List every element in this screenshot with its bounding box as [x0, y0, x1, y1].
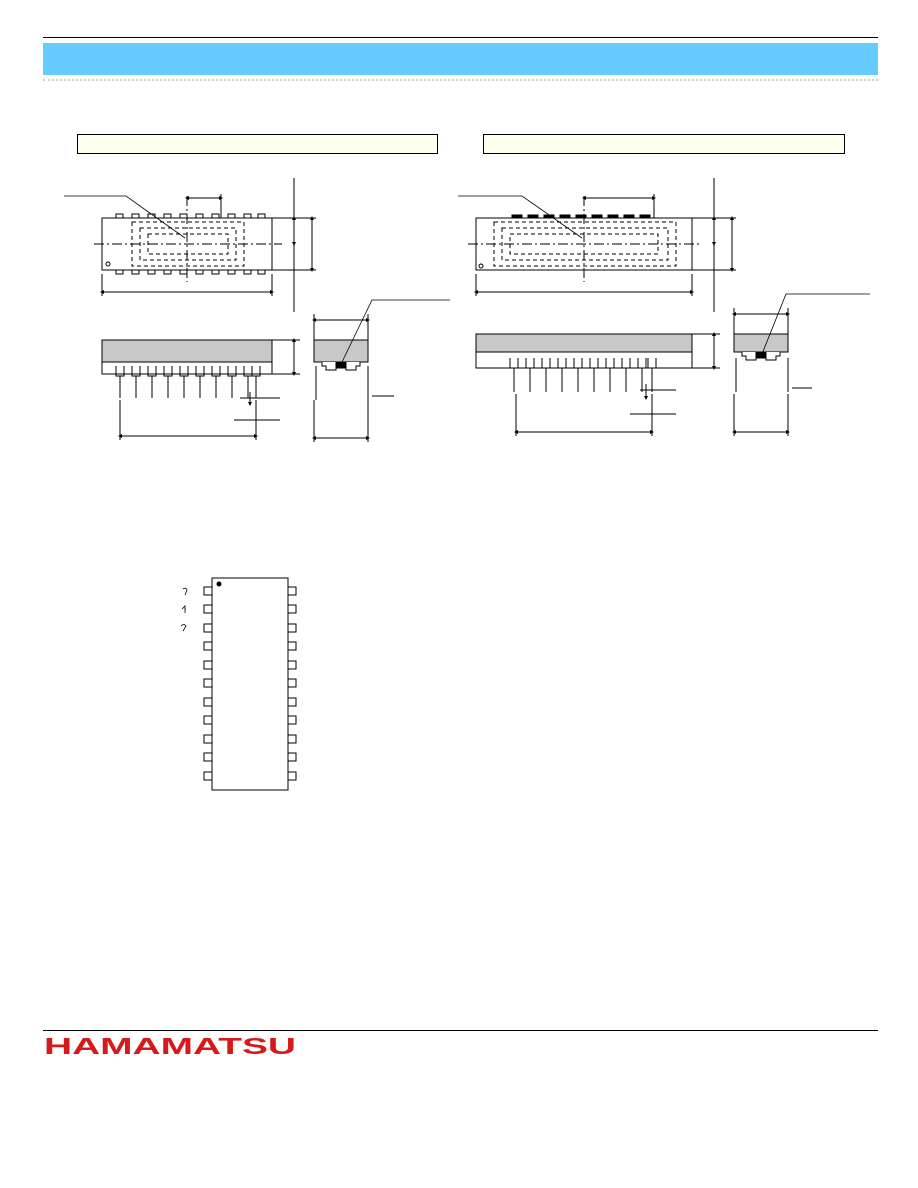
svg-text:HAMAMATSU: HAMAMATSU [44, 1034, 296, 1059]
right-package-end-view [734, 294, 870, 436]
left-package-side-view [102, 340, 300, 440]
left-package-top-view [64, 178, 316, 312]
right-package-top-view [458, 178, 736, 312]
pin-connection-diagram [181, 578, 296, 790]
left-package-end-view [314, 300, 450, 442]
hamamatsu-logo [44, 1034, 304, 1060]
right-package-side-view [476, 334, 720, 436]
